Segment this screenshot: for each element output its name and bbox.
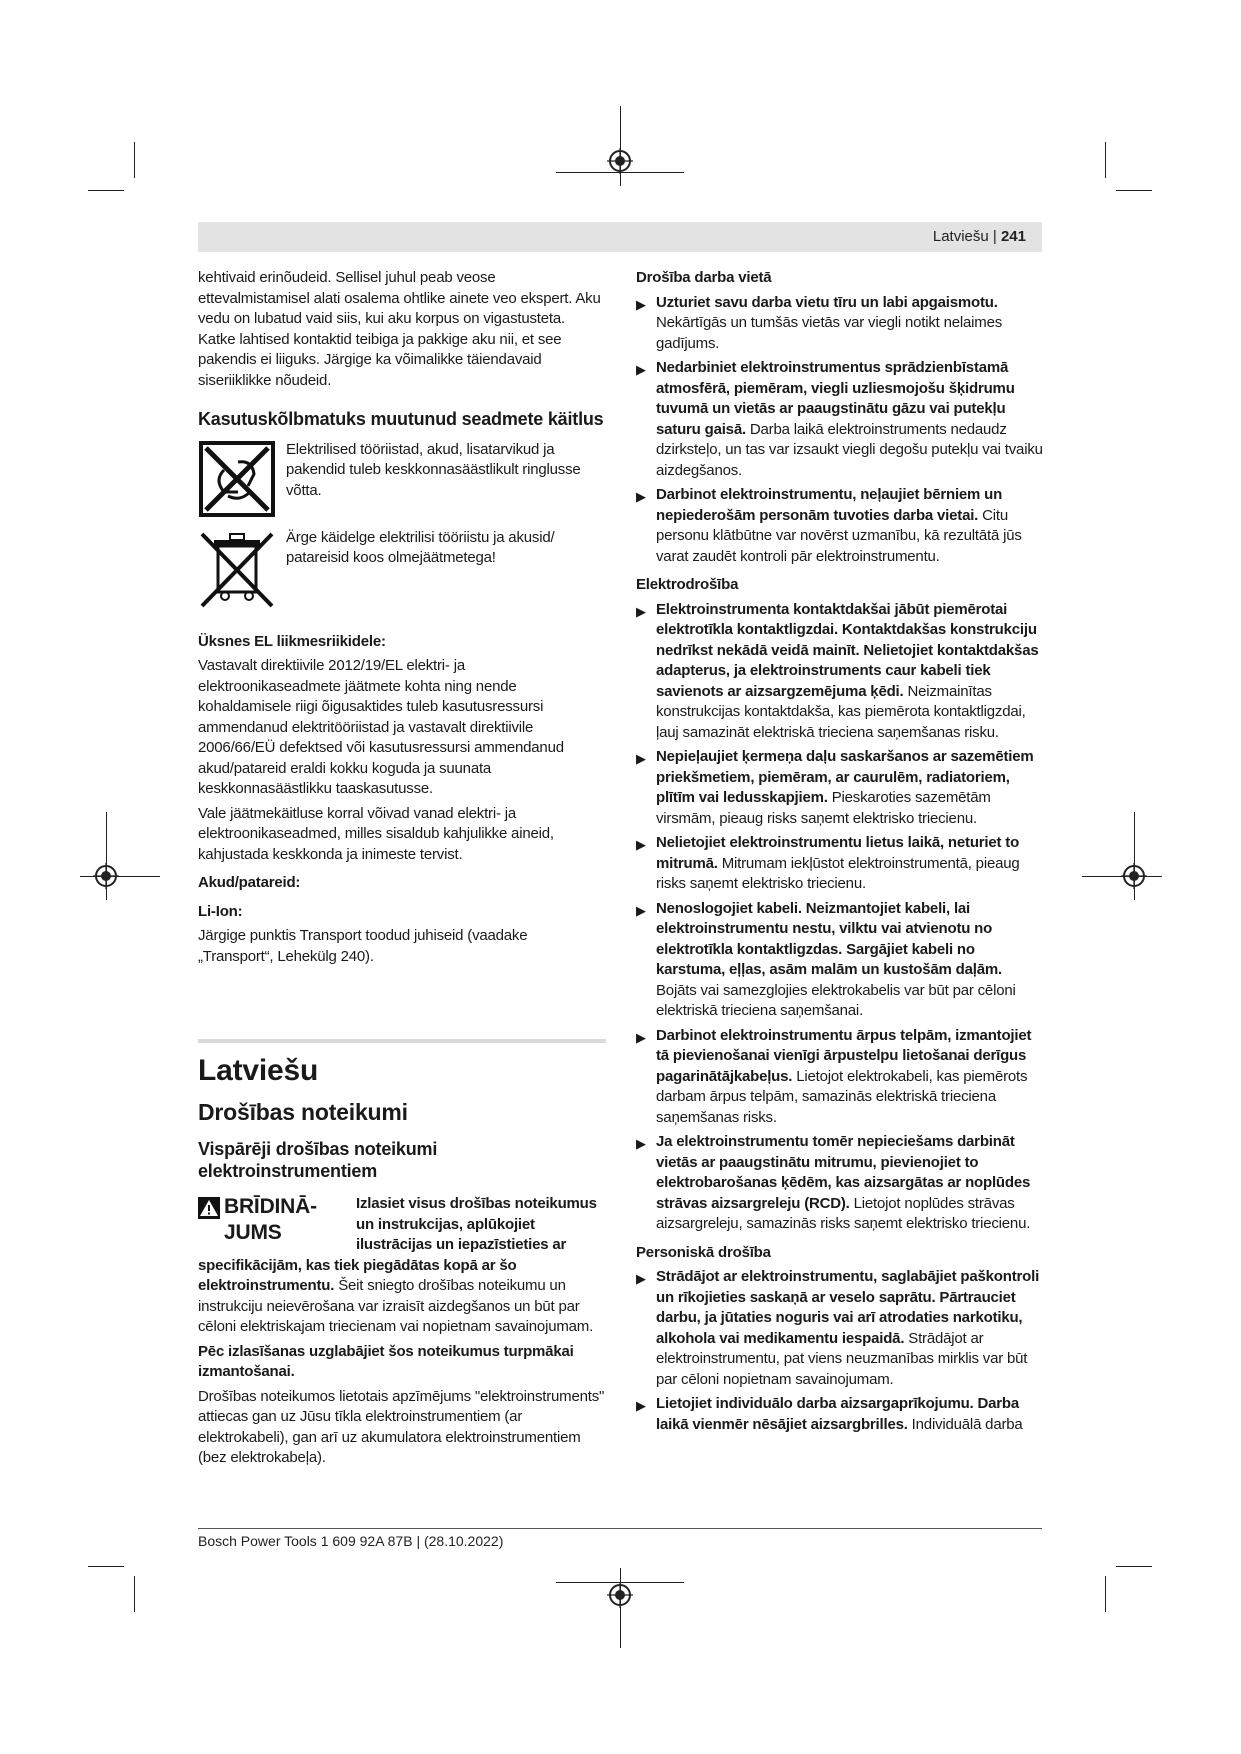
- warning-label: [198, 1194, 348, 1246]
- bullet-arrow-icon: ▶: [636, 603, 646, 619]
- bullet-arrow-icon: ▶: [636, 837, 646, 852]
- eu-paragraph: Vastavalt direktiivile 2012/19/EL elektri- ja elektroonikaseadmete jäätmete kohta ning nende kohaldamisele riigi õigusaktides tuleb kasutusressursi ammendanud elektritööriistad ja vastavalt direktiivile 2006/66/EÜ defektsed või kasutusressursi ammendanud akud/patareid eraldi kokku koguda ja suunata keskkonnasäästlikku taaskasutusse.: [198, 657, 564, 797]
- header-language: Latviešu: [932, 228, 989, 245]
- electrical-safety-heading: Elektrodrošība: [636, 576, 739, 593]
- list-item: ▶ Ja elektroinstrumentu tomēr nepieciešams darbināt vietās ar paaugstinātu mitrumu, pievienojiet to elektrobarošanas ķēdēm, kas aizsargātas ar noplūdes strāvas aizsargreleju (RCD). Lietojot noplūdes strāvas aizsargreleju, samazinās risks saņemt elektrisko triecienu.: [636, 1133, 1031, 1232]
- warning-triangle-icon: [198, 1197, 220, 1219]
- liion-heading: Li-Ion:: [198, 902, 243, 920]
- batteries-heading: Akud/patareid:: [198, 874, 301, 891]
- bullet-arrow-icon: ▶: [636, 902, 646, 918]
- crop-mark: [88, 1566, 124, 1567]
- safety-title: Drošības noteikumi: [198, 1098, 408, 1125]
- personal-safety-heading: Personiskā drošība: [636, 1243, 771, 1261]
- bullet-arrow-icon: ▶: [636, 1271, 646, 1286]
- crop-mark: [1105, 142, 1106, 178]
- list-item: ▶ Uzturiet savu darba vietu tīru un labi apgaismotu. Nekārtīgās un tumšās vietās var viegli notikt nelaimes gadījums.: [636, 293, 1003, 352]
- crop-mark: [620, 106, 621, 186]
- header-text: Latviešu | 241: [932, 228, 1026, 245]
- eu-paragraph-2: Vale jäätmekäitluse korral võivad vanad elektri- ja elektroonikaseadmed, milles sisaldub kahjulikke aineid, kahjustada keskkonda ja inimeste tervist.: [198, 804, 554, 863]
- left-column: [198, 268, 606, 1473]
- bullet-arrow-icon: ▶: [636, 296, 646, 312]
- section-divider: [198, 1039, 606, 1043]
- bullet-arrow-icon: ▶: [636, 362, 646, 377]
- bullet-arrow-icon: ▶: [636, 489, 646, 504]
- list-item: ▶ Lietojiet individuālo darba aizsargaprīkojumu. Darba laikā vienmēr nēsājiet aizsargbrilles. Individuālā darba: [636, 1395, 1023, 1433]
- right-column: [636, 268, 1044, 1439]
- crop-mark: [88, 190, 124, 191]
- recycle-block: [198, 440, 606, 518]
- intro-paragraph: kehtivaid erinõudeid. Sellisel juhul peab veose ettevalmistamisel alati osalema ohtlike ainete veo ekspert. Aku vedu on lubatud vaid siis, kui aku korpus on vigastusteta. Katke lahtised kontaktid teibiga ja pakkige aku nii, et see pakendis ei liiguks. Järgige ka võimalikke täiendavaid siseriiklikke nõudeid.: [198, 269, 601, 389]
- bullet-arrow-icon: ▶: [636, 751, 646, 766]
- registration-mark-icon: [607, 148, 633, 174]
- registration-mark-icon: [93, 863, 119, 889]
- liion-paragraph: Järgige punktis Transport toodud juhiseid (vaadake „Transport“, Lehekülg 240).: [198, 927, 528, 965]
- warning-word: BRĪDINĀ- JUMS: [224, 1195, 317, 1244]
- page-header: [198, 222, 1042, 252]
- general-safety-title: Vispārēji drošības noteikumi elektroinstrumentiem: [198, 1139, 438, 1181]
- footer-rule: [198, 1528, 1042, 1529]
- page-footer: Bosch Power Tools 1 609 92A 87B | (28.10.2022): [198, 1533, 504, 1549]
- language-title: Latviešu: [198, 1054, 319, 1087]
- warning-text: Šeit sniegto drošības noteikumu un instrukciju neievērošana var izraisīt aizdegšanos un būt par cēloni elektriskajam triecienam vai nopietnam savainojumam.: [198, 1277, 594, 1335]
- list-item: ▶ Nedarbiniet elektroinstrumentus sprādzienbīstamā atmosfērā, piemēram, viegli uzliesmojošu šķidrumu tuvumā un vietās ar paaugstinātu gāzu vai putekļu saturu gaisā. Darba laikā elektroinstruments nedaudz dzirksteļo, un tas var izsaukt viegli degošu putekļu vai tvaiku aizdegšanos.: [636, 359, 1043, 479]
- keep-instructions: Pēc izlasīšanas uzglabājiet šos noteikumus turpmākai izmantošanai.: [198, 1342, 574, 1380]
- list-item: ▶ Strādājot ar elektroinstrumentu, saglabājiet paškontroli un rīkojieties saskaņā ar veselo saprātu. Pārtrauciet darbu, ja jūtaties noguris vai arī atrodaties narkotiku, alkohola vai medikamentu iespaidā. Strādājot ar elektroinstrumentu, pat viens neuzmanības mirklis var būt par cēloni nopietnam savainojumam.: [636, 1268, 1040, 1388]
- bullet-arrow-icon: ▶: [636, 1136, 646, 1151]
- list-item: ▶ Nepieļaujiet ķermeņa daļu saskaršanos ar sazemētiem priekšmetiem, piemēram, ar caurulēm, radiatoriem, plītīm vai ledusskapjiem. Pieskaroties sazemētām virsmām, pieaug risks saņemt elektrisko triecienu.: [636, 748, 1034, 827]
- list-item: ▶ Nenoslogojiet kabeli. Neizmantojiet kabeli, lai elektroinstrumentu nestu, vilktu vai atvienotu no elektrotīkla kontaktligzdas. Sargājiet kabeli no karstuma, eļļas, asām malām un kustošām daļām. Bojāts vai samezglojies elektrokabelis var būt par cēloni elektriskā trieciena saņemšanai.: [636, 899, 1016, 1019]
- list-item: ▶ Darbinot elektroinstrumentu ārpus telpām, izmantojiet tā pievienošanai vienīgi ārpustelpu lietošanai derīgus pagarinātājkabeļus. Lietojot elektrokabeli, kas piemērots darbam ārpus telpām, samazinās elektriskā trieciena saņemšanas risks.: [636, 1026, 1032, 1126]
- registration-mark-icon: [1121, 863, 1147, 889]
- term-paragraph: Drošības noteikumos lietotais apzīmējums "elektroinstruments" attiecas gan uz Jūsu tīkla elektroinstrumentiem (ar elektrokabeli), gan arī uz akumulatora elektroinstrumentiem (bez elektrokabeļa).: [198, 1387, 605, 1466]
- warning-bold-text: Izlasiet visus drošības noteikumus un instrukcijas, aplūkojiet ilustrācijas un iepazīstieties ar specifikācijām, kas tiek piegādātas kopā ar šo elektroinstrumentu.: [198, 1195, 597, 1294]
- crop-mark: [134, 1576, 135, 1612]
- crop-mark: [620, 1568, 621, 1648]
- crop-mark: [1116, 190, 1152, 191]
- page-number: 241: [1000, 228, 1026, 245]
- crop-mark: [80, 876, 160, 877]
- list-item: ▶ Darbinot elektroinstrumentu, neļaujiet bērniem un nepiederošām personām tuvoties darba vietai. Citu personu klātbūtne var novērst uzmanību, kā rezultātā jūs varat zaudēt kontroli pār elektroinstrumentu.: [636, 486, 1022, 565]
- work-area-heading: Drošība darba vietā: [636, 269, 772, 286]
- crossed-bin-icon: [198, 528, 276, 612]
- list-item: ▶ Elektroinstrumenta kontaktdakšai jābūt piemērotai elektrotīkla kontaktligzdai. Kontaktdakšas konstrukciju nedrīkst nekādā veidā mainīt. Nelietojiet kontaktdakšas adapterus, ja elektroinstruments caur kabeli tiek savienots ar aizsargzemējuma ķēdi. Neizmainītas konstrukcijas kontaktdakša, kas piemērota kontaktligzdai, ļauj samazināt elektriskā trieciena saņemšanas risku.: [636, 600, 1039, 741]
- list-item: ▶ Nelietojiet elektroinstrumentu lietus laikā, neturiet to mitrumā. Mitrumam iekļūstot elektroinstrumentā, pieaug risks saņemt elektrisko triecienu.: [636, 834, 1020, 892]
- crop-mark: [1116, 1566, 1152, 1567]
- bin-block: [198, 528, 606, 612]
- disposal-heading: Kasutuskõlbmatuks muutunud seadmete käitlus: [198, 409, 604, 429]
- crop-mark: [134, 142, 135, 178]
- eu-heading: Üksnes EL liikmesriikidele:: [198, 632, 386, 650]
- bullet-arrow-icon: ▶: [636, 1398, 646, 1413]
- bullet-arrow-icon: ▶: [636, 1029, 646, 1045]
- recycle-icon: [198, 440, 276, 518]
- disposal-text-2: Ärge käidelge elektrilisi tööriistu ja akusid/ patareisid koos olmejäätmetega!: [286, 528, 555, 566]
- crop-mark: [1105, 1576, 1106, 1612]
- warning-block: [198, 1194, 606, 1338]
- disposal-text-1: Elektrilised tööriistad, akud, lisatarvikud ja pakendid tuleb keskkonnasäästlikult ringlusse võtta.: [286, 440, 581, 499]
- registration-mark-icon: [607, 1582, 633, 1608]
